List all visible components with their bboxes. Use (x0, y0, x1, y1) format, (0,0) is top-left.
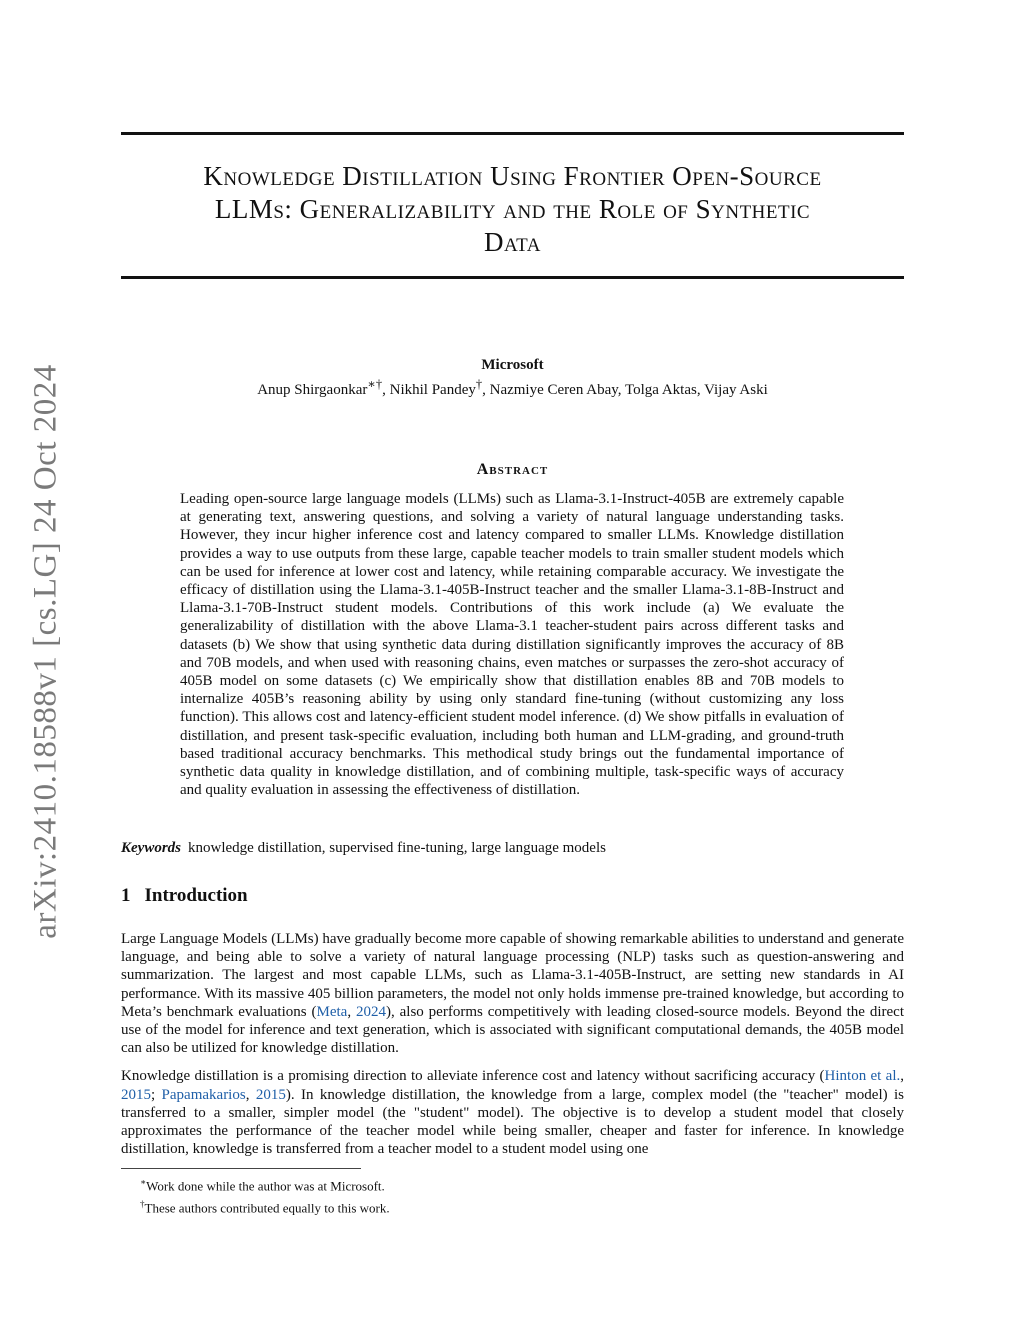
intro-p1-text-a: Large Language Models (LLMs) have gradually become more capable of showing remarkable abilities to understand and generate language, and being able to solve a variety of natural language processing (NLP) tasks such as question-answering and summarization. The largest and most capable LLMs, such as Llama-3.1-405B-Instruct, are setting new standards in AI performance. With its massive 405 billion parameters, the model not only holds immense pre-trained knowledge, but according to Meta’s benchmark evaluations ( (121, 931, 904, 1020)
footnote-2-mark: † (140, 1199, 145, 1210)
footnote-2 (140, 1195, 390, 1217)
intro-p1-text-b: ), also performs competitively with leading closed-source models. Beyond the direct use of the model for inference and text generation, which is associated with significant computational demands, the 405B model can also be utilized for knowledge distillation. (121, 1003, 905, 1057)
affiliation: Microsoft (481, 357, 544, 373)
title-line-2: LLMs: Generalizability and the Role of Synthetic (214, 194, 811, 224)
abstract-heading: Abstract (476, 461, 549, 478)
footnote-rule (121, 1168, 361, 1169)
arxiv-identifier: arXiv:2410.18588v1 [cs.LG] 24 Oct 2024 (27, 363, 64, 939)
footnote-2-text: These authors contributed equally to this work. (144, 1200, 390, 1216)
keywords-line (121, 840, 904, 857)
footnote-1-mark: ∗ (140, 1177, 147, 1187)
author-1-marks: ∗† (367, 377, 383, 391)
citation-meta[interactable]: Meta (316, 1003, 348, 1020)
intro-p2-text-b: ). In knowledge distillation, the knowledge from a large, complex model (the "teacher" model) is transferred to a smaller, simpler model (the "student" model). The objective is to develop a student model that closely approximates the performance of the teacher model while being smaller, cheaper and faster for inference. In knowledge distillation, knowledge is transferred from a teacher model to a student model using one (121, 1086, 905, 1158)
keywords-label: Keywords (121, 840, 181, 856)
citation-hinton-year[interactable]: 2015 (121, 1086, 151, 1103)
section-title: Introduction (144, 885, 248, 906)
citation-separator: , (900, 1068, 904, 1085)
intro-paragraph-1 (121, 930, 904, 1057)
citation-meta-year[interactable]: 2024 (355, 1003, 386, 1020)
abstract-text: Leading open-source large language models (LLMs) such as Llama-3.1-Instruct-405B are extremely capable at generating text, answering questions, and solving a variety of natural language understanding tasks. However, they incur higher inference cost and latency compared to smaller LLMs. Knowledge distillation provides a way to use outputs from these large, capable teacher models to train smaller student models which can be used for inference at lower cost and latency, while retaining comparable accuracy. We investigate the efficacy of distillation using the Llama-3.1-405B-Instruct teacher and the smaller Llama-3.1-8B-Instruct and Llama-3.1-70B-Instruct student models. Contributions of this work include (a) We evaluate the generalizability of distillation with the above Llama-3.1 teacher-student pairs across different tasks and datasets (b) We show that using synthetic data during distillation significantly improves the accuracy of 8B and 70B models, and when used with reasoning chains, even matches or surpasses the zero-shot accuracy of 405B model on some datasets (c) We empirically show that distillation enables 8B and 70B models to internalize 405B’s reasoning ability by using only standard fine-tuning (without customizing any loss function). This allows cost and latency-efficient student model inference. (d) We show pitfalls in evaluation of distillation, and present task-specific evaluation, including both human and LLM-grading, and ground-truth based traditional accuracy benchmarks. This methodical study brings out the fundamental importance of synthetic data quality in knowledge distillation, and of combining multiple, task-specific ways of accuracy and quality evaluation in assessing the effectiveness of distillation. (180, 491, 844, 799)
citation-separator: , (245, 1086, 256, 1103)
section-heading-introduction (121, 885, 248, 907)
author-list (121, 376, 904, 399)
section-number: 1 (121, 885, 131, 906)
author-1: Anup Shirgaonkar (257, 382, 368, 398)
title-line-3: Data (484, 227, 541, 257)
author-2-mark: † (475, 377, 483, 391)
title-bottom-rule (121, 276, 904, 279)
citation-separator: ; (151, 1086, 162, 1103)
paper-title (121, 160, 904, 259)
footnote-1-text: Work done while the author was at Microsoft. (146, 1178, 385, 1194)
title-top-rule (121, 132, 904, 135)
citation-papamakarios[interactable]: Papamakarios (161, 1086, 246, 1103)
citation-separator: , (347, 1003, 356, 1020)
citation-papamakarios-year[interactable]: 2015 (255, 1086, 286, 1103)
citation-hinton[interactable]: Hinton et al. (824, 1068, 901, 1085)
keywords-text: knowledge distillation, supervised fine-tuning, large language models (188, 840, 606, 856)
other-authors: , Nazmiye Ceren Abay, Tolga Aktas, Vijay Aski (482, 382, 768, 398)
footnote-1 (140, 1173, 390, 1195)
arxiv-sidebar-stamp (28, 356, 64, 946)
intro-p2-text-a: Knowledge distillation is a promising direction to alleviate inference cost and latency without sacrificing accuracy ( (121, 1068, 825, 1085)
introduction-body (121, 930, 904, 1168)
title-line-1: Knowledge Distillation Using Frontier Open-Source (203, 161, 822, 191)
footnotes (140, 1173, 390, 1218)
intro-paragraph-2 (121, 1067, 904, 1158)
author-2: , Nikhil Pandey (382, 382, 476, 398)
